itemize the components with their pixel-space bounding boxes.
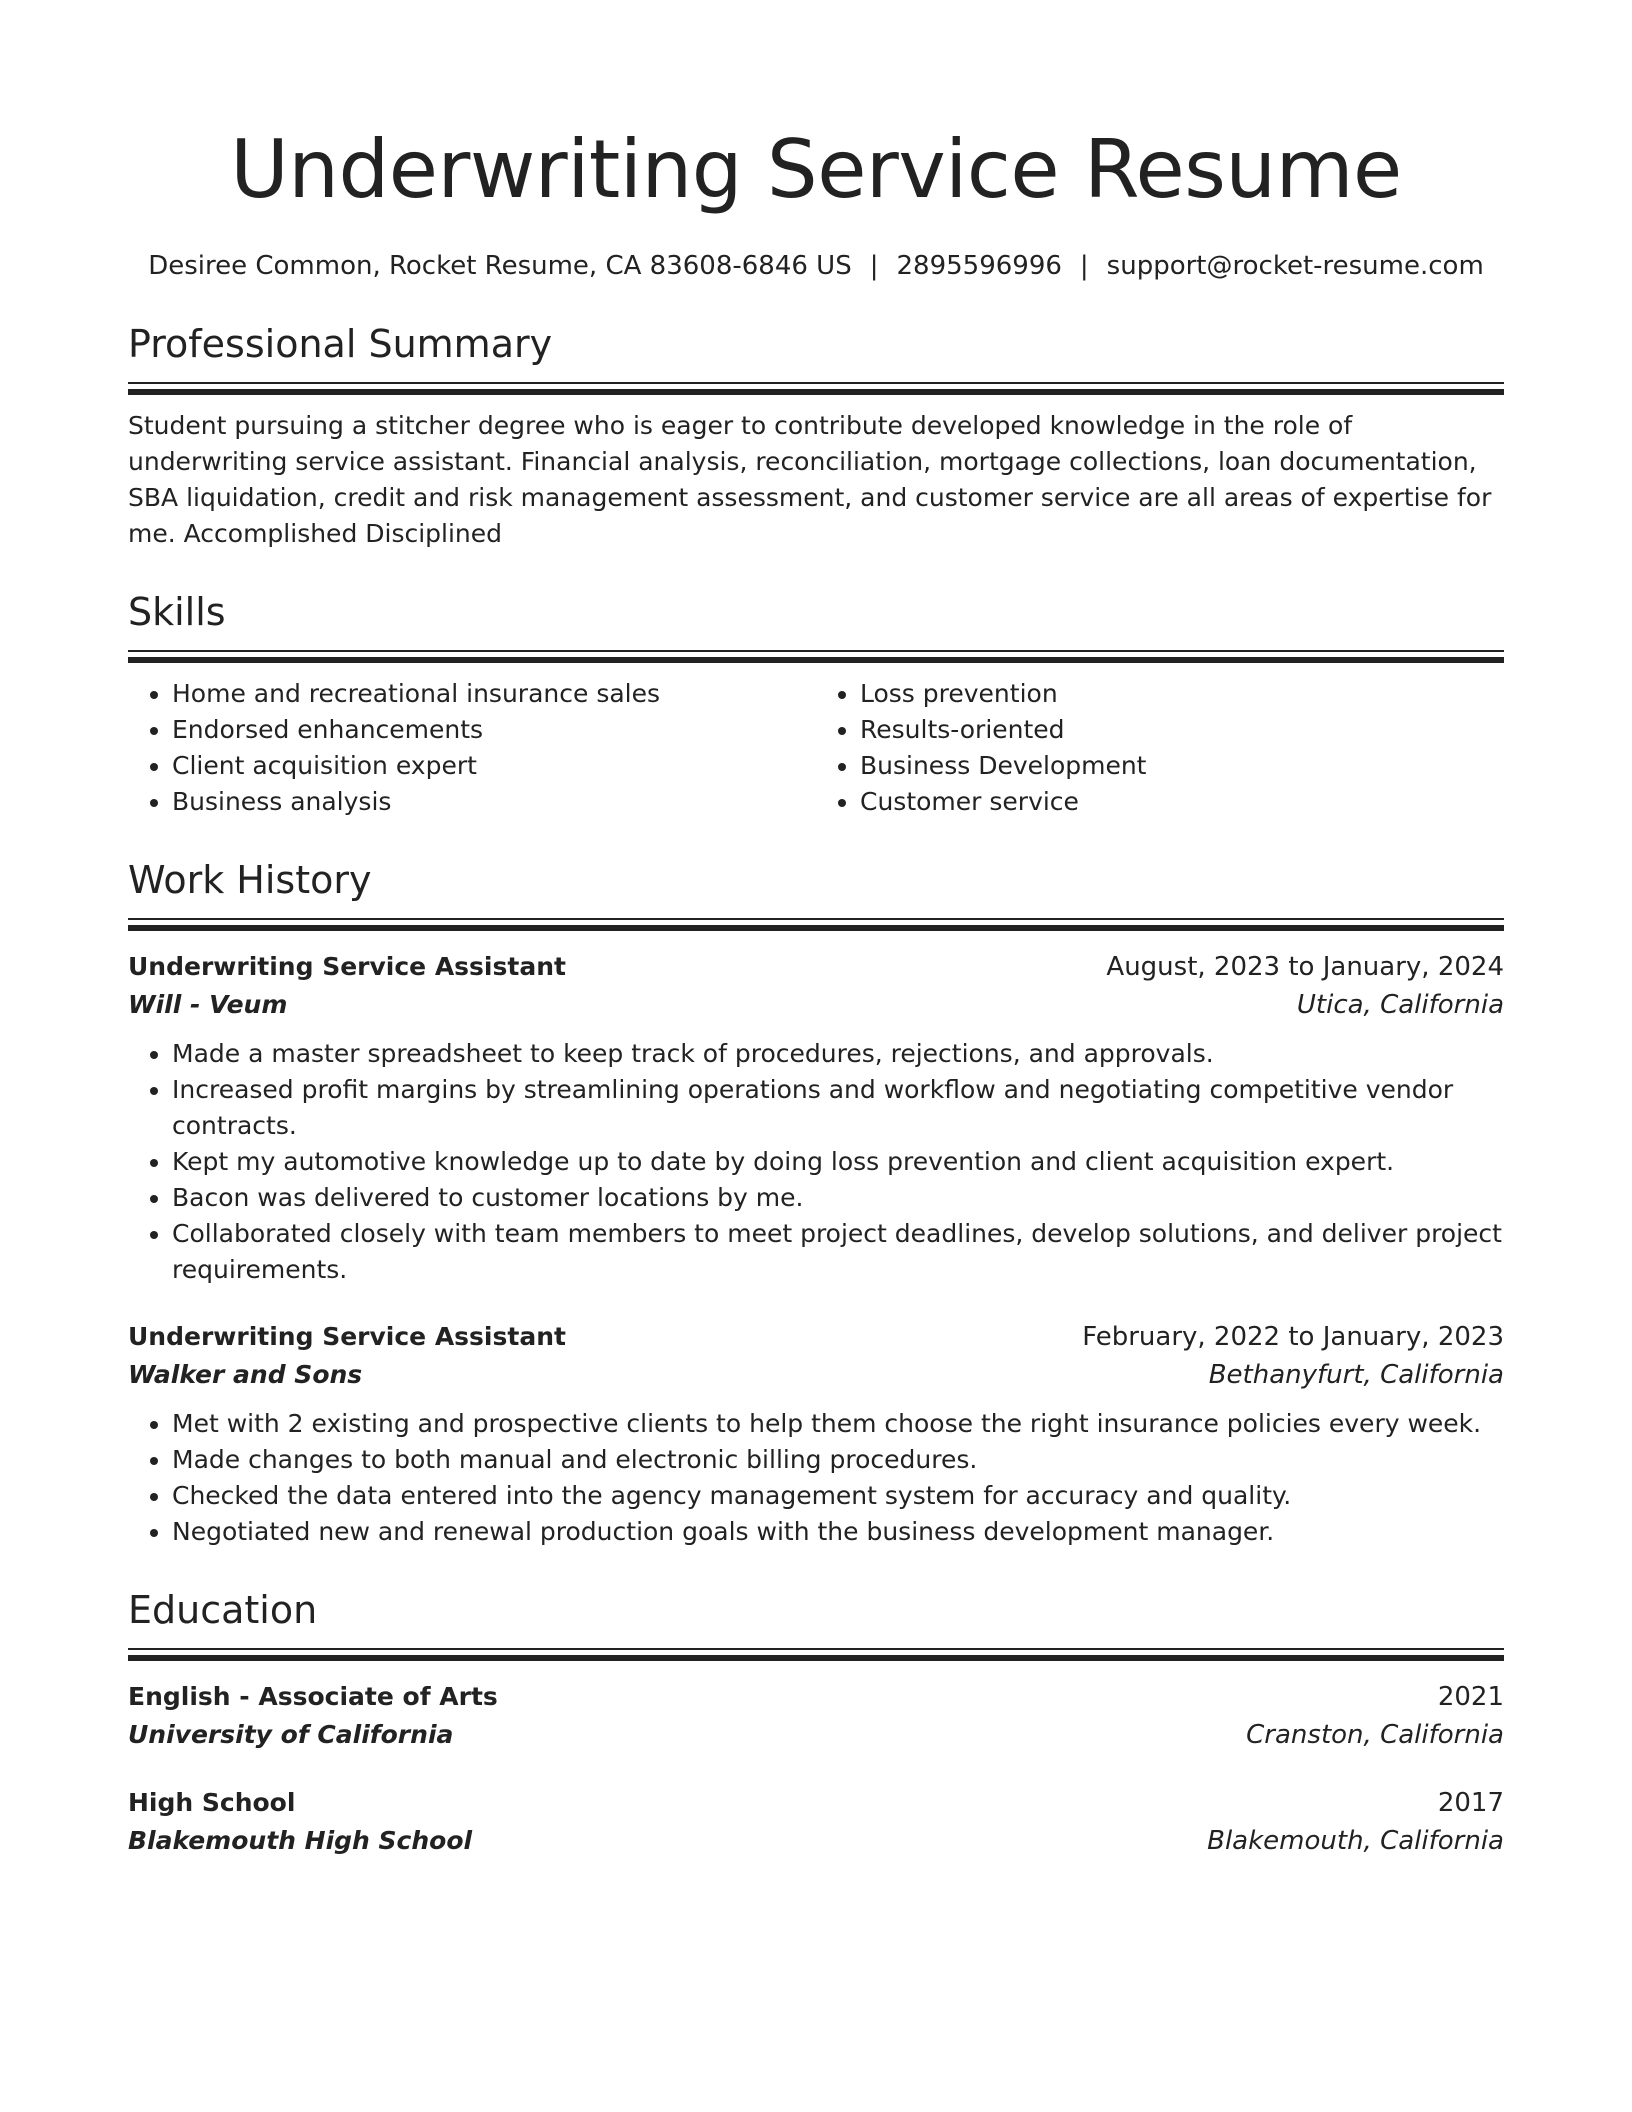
- contact-phone: 2895596996: [896, 251, 1062, 281]
- skill-item: • Home and recreational insurance sales: [172, 676, 816, 712]
- education-entry: [128, 1784, 1504, 1860]
- section-divider: [128, 382, 1504, 394]
- skill-item: • Endorsed enhancements: [172, 712, 816, 748]
- job-entry: [128, 1318, 1504, 1550]
- education-year: 2021: [1437, 1682, 1504, 1712]
- job-bullet: • Made a master spreadsheet to keep track of procedures, rejections, and approvals.: [172, 1036, 1504, 1072]
- summary-heading: Professional Summary: [128, 322, 553, 366]
- skills-section: [128, 586, 1504, 820]
- job-dates: August, 2023 to January, 2024: [1106, 952, 1504, 982]
- education-heading: Education: [128, 1588, 318, 1632]
- job-bullets: [128, 1406, 1504, 1550]
- skill-item: • Client acquisition expert: [172, 748, 816, 784]
- contact-email: support@rocket-resume.com: [1106, 251, 1484, 281]
- education-location: Cranston, California: [1246, 1720, 1504, 1750]
- job-company: Will - Veum: [128, 990, 288, 1019]
- skills-columns: [128, 676, 1504, 820]
- education-school-row: [128, 1716, 1504, 1754]
- skill-item: • Business Development: [860, 748, 1504, 784]
- section-divider: [128, 918, 1504, 930]
- resume-title: Underwriting Service Resume: [230, 123, 1402, 216]
- summary-section: [128, 318, 1504, 552]
- job-bullet: • Bacon was delivered to customer locations by me.: [172, 1180, 1504, 1216]
- job-entry: [128, 948, 1504, 1288]
- job-company-row: [128, 986, 1504, 1024]
- skill-item: • Business analysis: [172, 784, 816, 820]
- skills-list-left: [128, 676, 816, 820]
- job-location: Bethanyfurt, California: [1208, 1360, 1504, 1390]
- job-bullet: • Kept my automotive knowledge up to date by doing loss prevention and client acquisition expert.: [172, 1144, 1504, 1180]
- job-bullet: • Negotiated new and renewal production goals with the business development manager.: [172, 1514, 1504, 1550]
- work-history-heading: Work History: [128, 858, 372, 902]
- skill-item: • Results-oriented: [860, 712, 1504, 748]
- contact-separator: |: [869, 251, 879, 281]
- job-title: Underwriting Service Assistant: [128, 1322, 566, 1351]
- education-location: Blakemouth, California: [1207, 1826, 1504, 1856]
- contact-line: [128, 248, 1504, 284]
- job-bullet: • Met with 2 existing and prospective clients to help them choose the right insurance policies every week.: [172, 1406, 1504, 1442]
- education-degree: English - Associate of Arts: [128, 1682, 498, 1711]
- education-school: University of California: [128, 1720, 454, 1749]
- work-history-section: [128, 854, 1504, 1550]
- contact-address: Desiree Common, Rocket Resume, CA 83608-6846 US: [148, 251, 852, 281]
- skill-item: • Loss prevention: [860, 676, 1504, 712]
- education-school: Blakemouth High School: [128, 1826, 473, 1855]
- contact-separator: |: [1079, 251, 1089, 281]
- job-location: Utica, California: [1296, 990, 1504, 1020]
- education-entry: [128, 1678, 1504, 1754]
- job-company-row: [128, 1356, 1504, 1394]
- job-title: Underwriting Service Assistant: [128, 952, 566, 981]
- job-header-row: [128, 948, 1504, 986]
- skills-heading: Skills: [128, 590, 226, 634]
- education-year: 2017: [1437, 1788, 1504, 1818]
- education-section: [128, 1584, 1504, 1860]
- job-dates: February, 2022 to January, 2023: [1082, 1322, 1504, 1352]
- skill-item: • Customer service: [860, 784, 1504, 820]
- job-bullets: [128, 1036, 1504, 1288]
- job-bullet: • Checked the data entered into the agency management system for accuracy and quality.: [172, 1478, 1504, 1514]
- education-degree: High School: [128, 1788, 296, 1817]
- job-bullet: • Made changes to both manual and electronic billing procedures.: [172, 1442, 1504, 1478]
- section-divider: [128, 650, 1504, 662]
- job-header-row: [128, 1318, 1504, 1356]
- job-bullet: • Collaborated closely with team members to meet project deadlines, develop solutions, and deliver project requirements.: [172, 1216, 1504, 1288]
- education-school-row: [128, 1822, 1504, 1860]
- education-header-row: [128, 1678, 1504, 1716]
- job-bullet: • Increased profit margins by streamlining operations and workflow and negotiating competitive vendor contracts.: [172, 1072, 1504, 1144]
- summary-text: Student pursuing a stitcher degree who is eager to contribute developed knowledge in the role of underwriting service assistant. Financial analysis, reconciliation, mortgage collections, loan documentation, SBA liquidation, credit and risk management assessment, and customer service are all areas of expertise for me. Accomplished Disciplined: [128, 411, 1492, 548]
- job-company: Walker and Sons: [128, 1360, 363, 1389]
- skills-list-right: [816, 676, 1504, 820]
- education-header-row: [128, 1784, 1504, 1822]
- section-divider: [128, 1648, 1504, 1660]
